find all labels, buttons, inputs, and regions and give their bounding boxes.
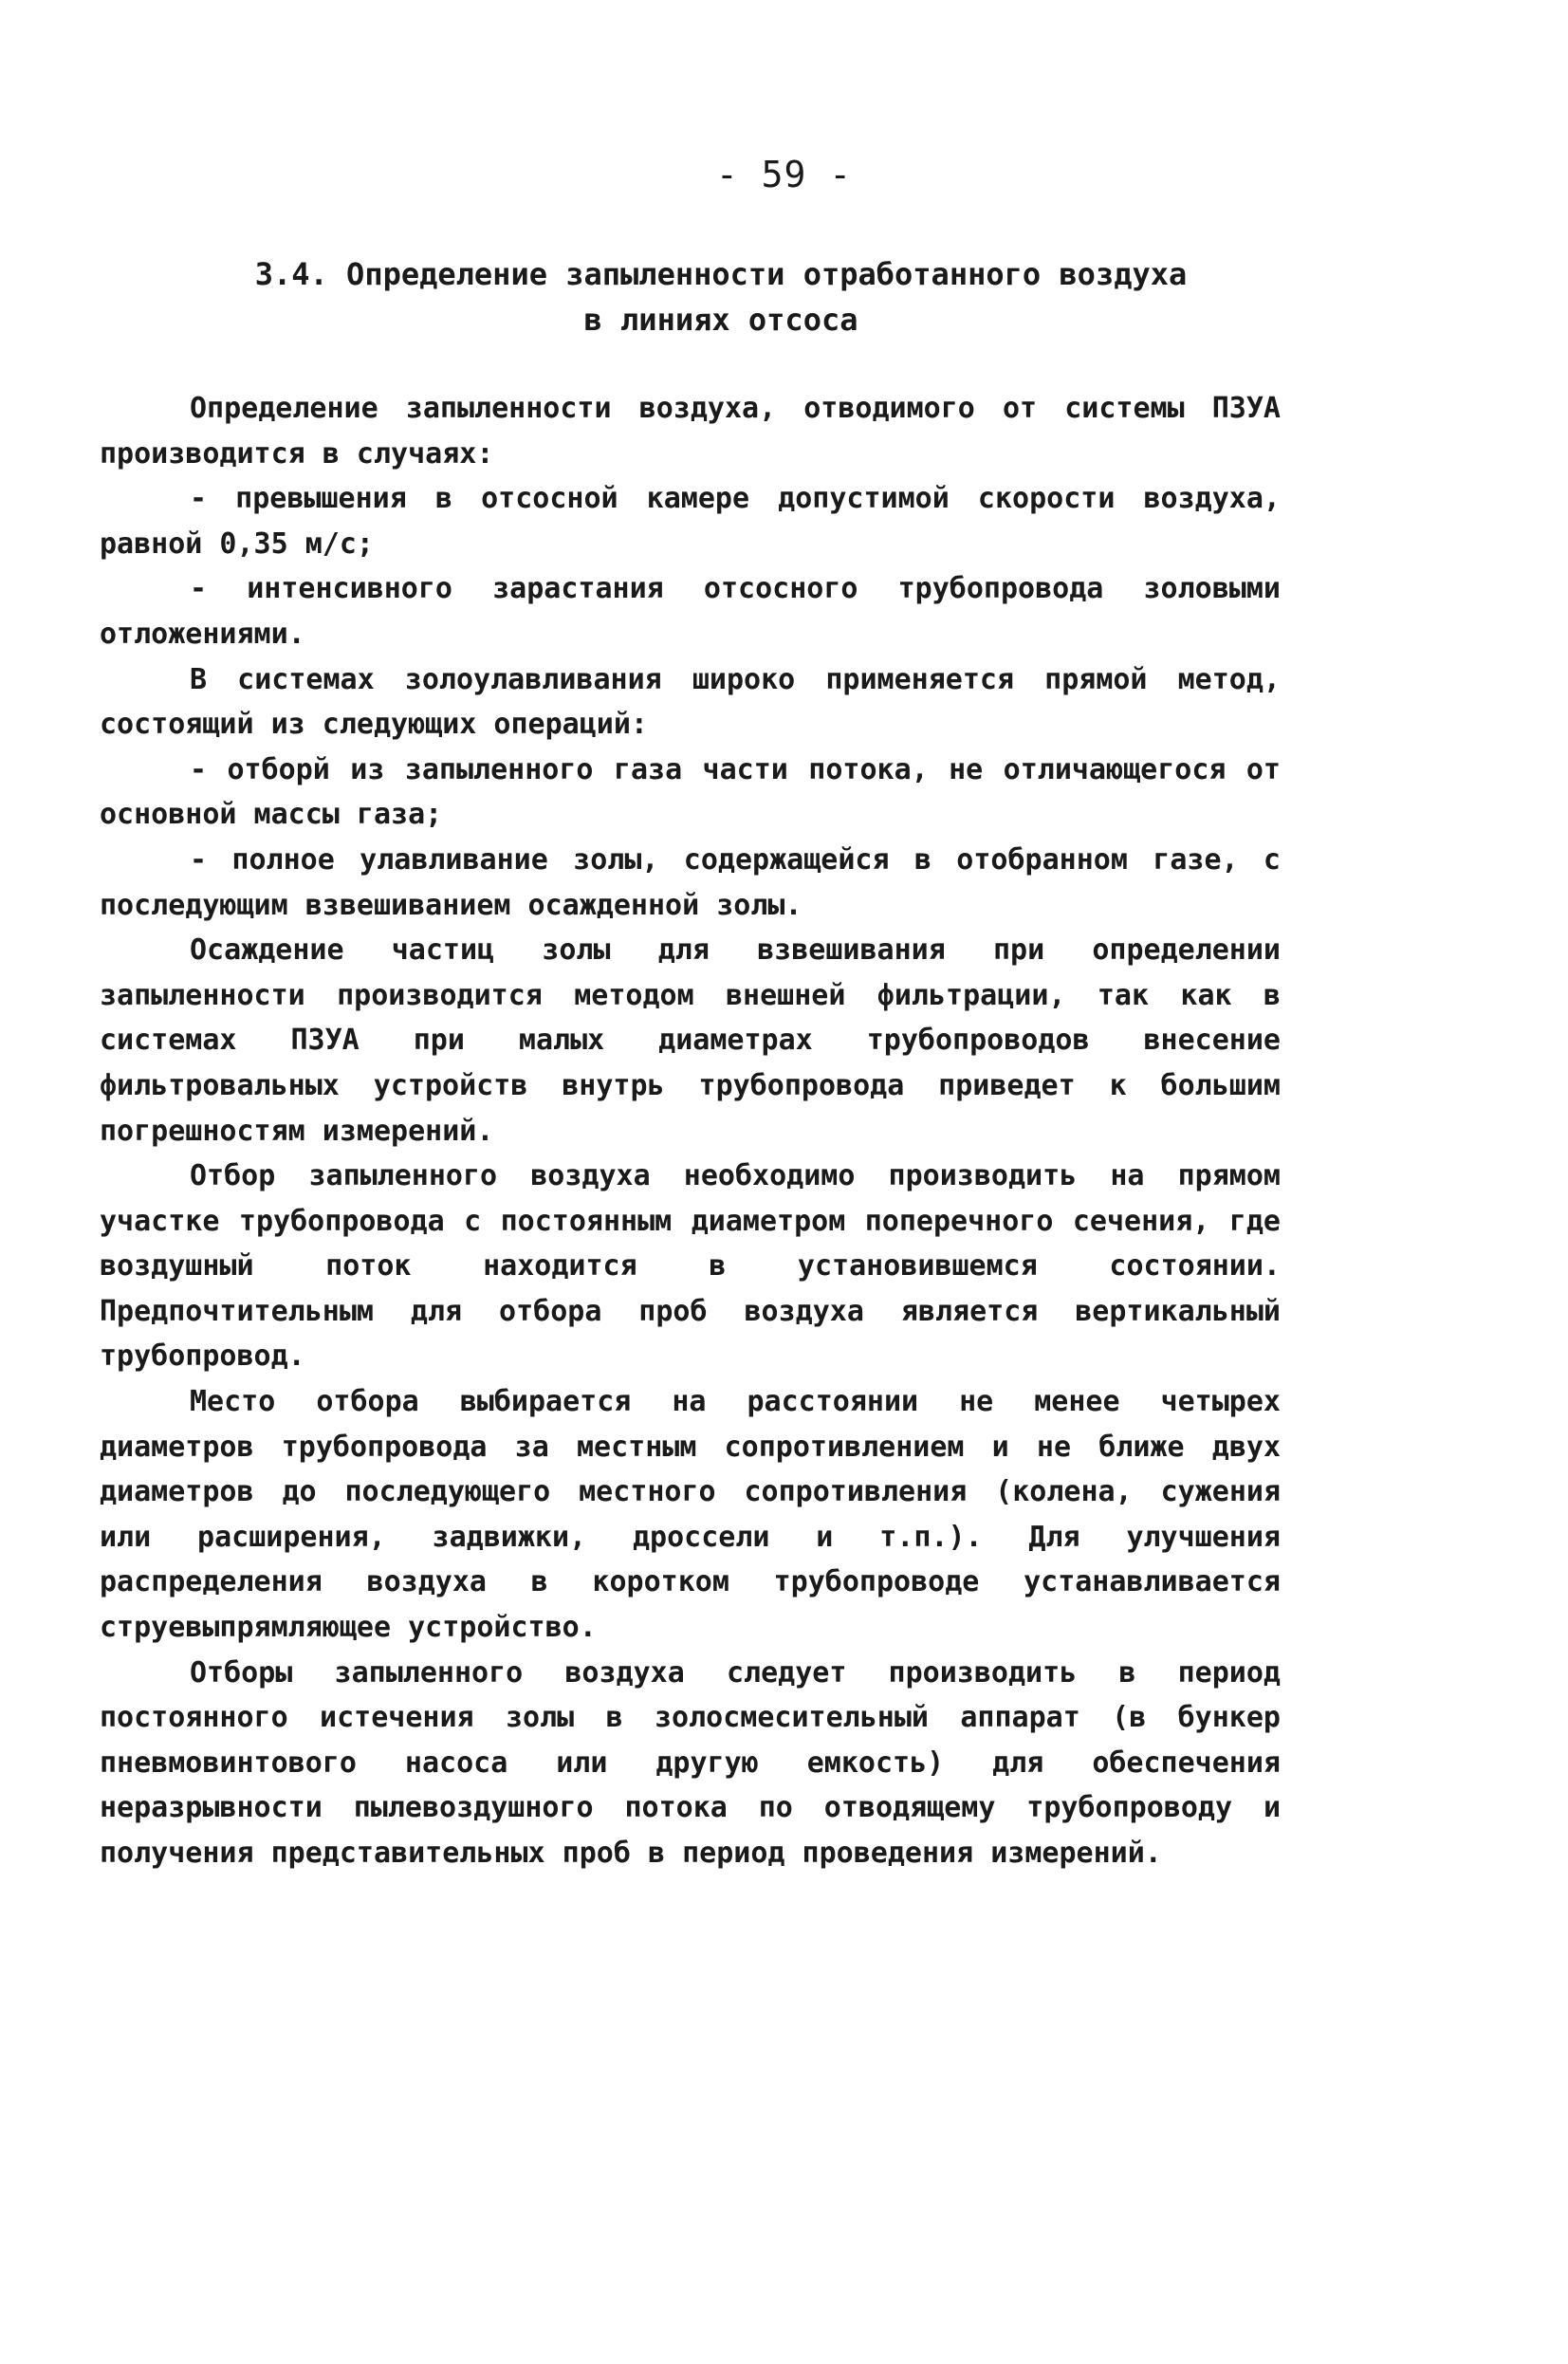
paragraph: Отборы запыленного воздуха следует производить в период постоянного истечения золы в золосмесительный аппарат (в бункер пневмовинтового насоса или другую емкость) для обеспечения неразрывности пылевоздушного потока по отводящему трубопроводу и получения представительных проб в период проведения измерений. [100,1655,1281,1870]
paragraph: - отборй из запыленного газа части потока, не отличающегося от основной массы газа; [100,752,1281,832]
paragraph: - полное улавливание золы, содержащейся в отобранном газе, с последующим взвешиванием осажденной золы. [100,842,1281,922]
paragraph: Определение запыленности воздуха, отводимого от системы ПЗУА производится в случаях: [100,392,1281,471]
paragraph: - интенсивного зарастания отсосного трубопровода золовыми отложениями. [100,572,1281,651]
body-text [100,386,1281,1876]
paragraph: - превышения в отсосной камере допустимой скорости воздуха, равной 0,35 м/с; [100,482,1281,561]
page-number: - 59 - [715,154,853,195]
paragraph: Отбор запыленного воздуха необходимо производить на прямом участке трубопровода с постоянным диаметром поперечного сечения, где воздушный поток находится в установившемся состоянии. Предпочтительным для отбора проб воздуха является вертикальный трубопровод. [100,1159,1281,1374]
paragraph: Место отбора выбирается на расстоянии не менее четырех диаметров трубопровода за местным сопротивлением и не ближе двух диаметров до последующего местного сопротивления (колена, сужения или расширения, задвижки, дроссели и т.п.). Для улучшения распределения воздуха в коротком трубопроводе устанавливается струевыпрямляющее устройство. [100,1385,1281,1645]
paragraph: В системах золоулавливания широко применяется прямой метод, состоящий из следующих операций: [100,662,1281,742]
section-title [171,251,1271,342]
paragraph: Осаждение частиц золы для взвешивания при определении запыленности производится методом внешней фильтрации, так как в системах ПЗУА при малых диаметрах трубопроводов внесение фильтровальных устройств внутрь трубопровода приведет к большим погрешностям измерений. [100,933,1281,1148]
section-title-line-1: 3.4. Определение запыленности отработанного воздуха [254,256,1188,292]
section-title-line-2: в линиях отсоса [583,302,858,338]
